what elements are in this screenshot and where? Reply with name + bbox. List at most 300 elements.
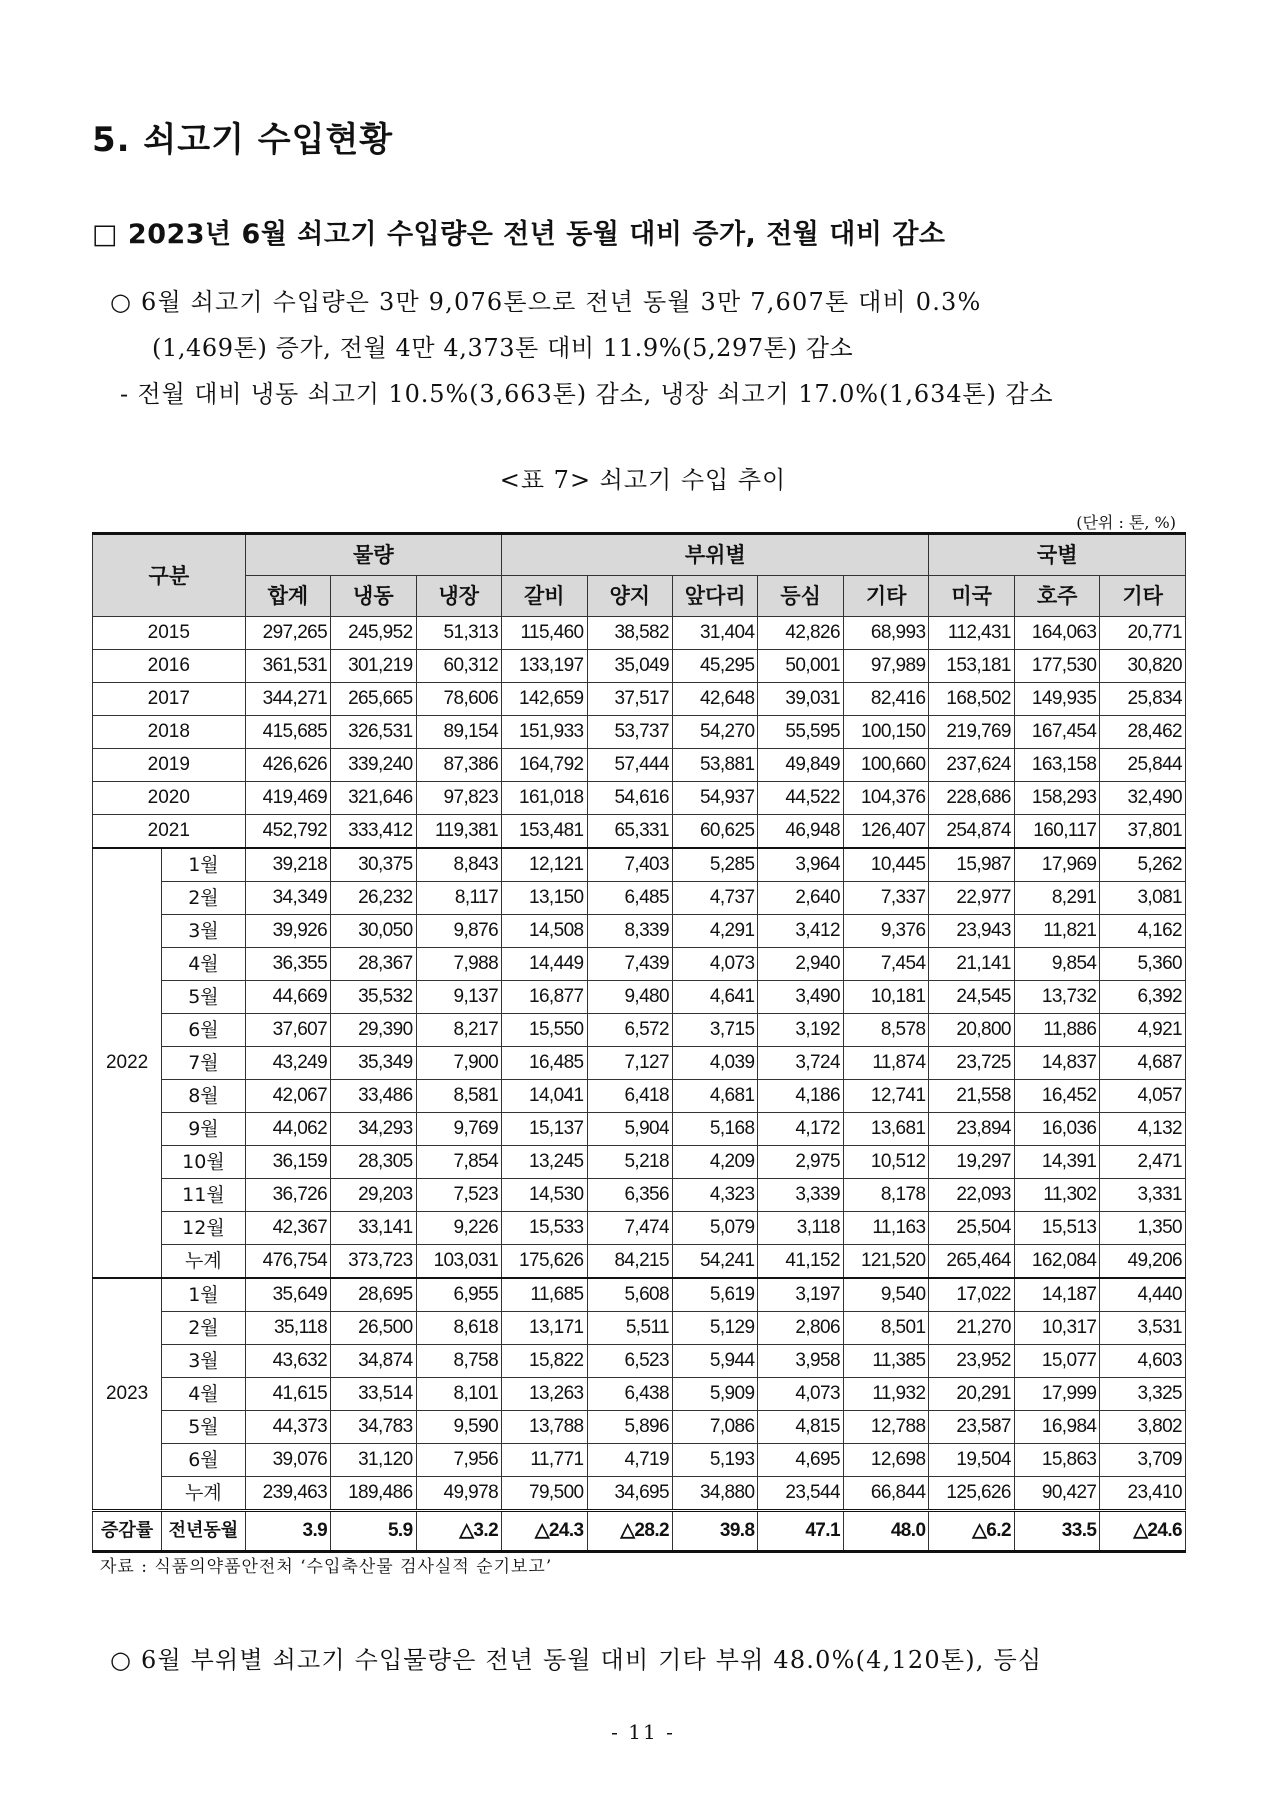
value-cell: 10,317 bbox=[1014, 1312, 1099, 1345]
beef-import-table bbox=[92, 532, 1186, 1553]
table-row bbox=[93, 882, 1186, 915]
row-label: 2020 bbox=[93, 782, 246, 815]
value-cell: 35,118 bbox=[245, 1312, 330, 1345]
month-label: 8월 bbox=[162, 1080, 245, 1113]
value-cell: 15,863 bbox=[1014, 1444, 1099, 1477]
value-cell: 16,036 bbox=[1014, 1113, 1099, 1146]
month-label: 6월 bbox=[162, 1014, 245, 1047]
value-cell: 5,619 bbox=[672, 1278, 757, 1312]
value-cell: 3,724 bbox=[758, 1047, 843, 1080]
paragraph-3: - 전월 대비 냉동 쇠고기 10.5%(3,663톤) 감소, 냉장 쇠고기 17.0%(1,634톤) 감소 bbox=[120, 380, 1054, 408]
table-row bbox=[93, 948, 1186, 981]
value-cell: 126,407 bbox=[843, 815, 929, 849]
value-cell: 239,463 bbox=[245, 1477, 330, 1511]
value-cell: 104,376 bbox=[843, 782, 929, 815]
value-cell: 339,240 bbox=[331, 749, 416, 782]
value-cell: 53,881 bbox=[672, 749, 757, 782]
value-cell: 7,454 bbox=[843, 948, 929, 981]
subheader-cell: 합계 bbox=[245, 576, 330, 617]
value-cell: 13,171 bbox=[502, 1312, 587, 1345]
value-cell: 1,350 bbox=[1100, 1212, 1186, 1245]
row-label: 2015 bbox=[93, 617, 246, 650]
value-cell: 9,769 bbox=[416, 1113, 501, 1146]
table-row bbox=[93, 1179, 1186, 1212]
value-cell: 7,337 bbox=[843, 882, 929, 915]
value-cell: 39,218 bbox=[245, 848, 330, 882]
value-cell: 344,271 bbox=[245, 683, 330, 716]
value-cell: 34,349 bbox=[245, 882, 330, 915]
value-cell: 5,129 bbox=[672, 1312, 757, 1345]
value-cell: 19,297 bbox=[929, 1146, 1014, 1179]
value-cell: 10,445 bbox=[843, 848, 929, 882]
value-cell: 4,440 bbox=[1100, 1278, 1186, 1312]
value-cell: 4,323 bbox=[672, 1179, 757, 1212]
value-cell: 23,410 bbox=[1100, 1477, 1186, 1511]
value-cell: 44,522 bbox=[758, 782, 843, 815]
value-cell: 15,077 bbox=[1014, 1345, 1099, 1378]
value-cell: 25,844 bbox=[1100, 749, 1186, 782]
value-cell: 60,312 bbox=[416, 650, 501, 683]
value-cell: 12,788 bbox=[843, 1411, 929, 1444]
value-cell: 44,062 bbox=[245, 1113, 330, 1146]
value-cell: 33,141 bbox=[331, 1212, 416, 1245]
value-cell: 39,926 bbox=[245, 915, 330, 948]
value-cell: 23,587 bbox=[929, 1411, 1014, 1444]
value-cell: 3,715 bbox=[672, 1014, 757, 1047]
value-cell: 8,581 bbox=[416, 1080, 501, 1113]
value-cell: 4,172 bbox=[758, 1113, 843, 1146]
value-cell: 13,263 bbox=[502, 1378, 587, 1411]
value-cell: 4,641 bbox=[672, 981, 757, 1014]
value-cell: 2,640 bbox=[758, 882, 843, 915]
value-cell: 4,073 bbox=[672, 948, 757, 981]
value-cell: 13,681 bbox=[843, 1113, 929, 1146]
value-cell: 49,849 bbox=[758, 749, 843, 782]
value-cell: 16,485 bbox=[502, 1047, 587, 1080]
value-cell: 42,367 bbox=[245, 1212, 330, 1245]
value-cell: 65,331 bbox=[587, 815, 672, 849]
table-row bbox=[93, 1444, 1186, 1477]
table-row bbox=[93, 1212, 1186, 1245]
month-label: 4월 bbox=[162, 948, 245, 981]
value-cell: 12,741 bbox=[843, 1080, 929, 1113]
value-cell: 35,532 bbox=[331, 981, 416, 1014]
value-cell: 161,018 bbox=[502, 782, 587, 815]
value-cell: 162,084 bbox=[1014, 1245, 1099, 1279]
value-cell: 164,063 bbox=[1014, 617, 1099, 650]
value-cell: 25,834 bbox=[1100, 683, 1186, 716]
value-cell: 28,367 bbox=[331, 948, 416, 981]
value-cell: 297,265 bbox=[245, 617, 330, 650]
value-cell: 66,844 bbox=[843, 1477, 929, 1511]
value-cell: 15,533 bbox=[502, 1212, 587, 1245]
value-cell: 12,121 bbox=[502, 848, 587, 882]
value-cell: 2,471 bbox=[1100, 1146, 1186, 1179]
value-cell: 15,513 bbox=[1014, 1212, 1099, 1245]
month-label: 3월 bbox=[162, 1345, 245, 1378]
value-cell: 13,150 bbox=[502, 882, 587, 915]
value-cell: 3,197 bbox=[758, 1278, 843, 1312]
value-cell: 54,937 bbox=[672, 782, 757, 815]
section-heading: 5. 쇠고기 수입현황 bbox=[92, 120, 394, 160]
table-row bbox=[93, 716, 1186, 749]
value-cell: 31,404 bbox=[672, 617, 757, 650]
subheader-cell: 호주 bbox=[1014, 576, 1099, 617]
value-cell: 100,150 bbox=[843, 716, 929, 749]
value-cell: 5,608 bbox=[587, 1278, 672, 1312]
value-cell: 9,540 bbox=[843, 1278, 929, 1312]
month-label: 7월 bbox=[162, 1047, 245, 1080]
table-row bbox=[93, 683, 1186, 716]
table-row bbox=[93, 1047, 1186, 1080]
value-cell: 149,935 bbox=[1014, 683, 1099, 716]
table-row bbox=[93, 815, 1186, 849]
value-cell: 4,737 bbox=[672, 882, 757, 915]
value-cell: 4,057 bbox=[1100, 1080, 1186, 1113]
value-cell: 26,500 bbox=[331, 1312, 416, 1345]
value-cell: 6,572 bbox=[587, 1014, 672, 1047]
value-cell: 32,490 bbox=[1100, 782, 1186, 815]
value-cell: 21,558 bbox=[929, 1080, 1014, 1113]
value-cell: 19,504 bbox=[929, 1444, 1014, 1477]
value-cell: 41,615 bbox=[245, 1378, 330, 1411]
value-cell: 53,737 bbox=[587, 716, 672, 749]
row-label: 2018 bbox=[93, 716, 246, 749]
change-rate-label: 증감률 bbox=[93, 1511, 162, 1552]
value-cell: 34,695 bbox=[587, 1477, 672, 1511]
month-label: 11월 bbox=[162, 1179, 245, 1212]
table-caption: <표 7> 쇠고기 수입 추이 bbox=[499, 466, 787, 494]
value-cell: 24,545 bbox=[929, 981, 1014, 1014]
row-label: 2017 bbox=[93, 683, 246, 716]
value-cell: 16,984 bbox=[1014, 1411, 1099, 1444]
value-cell: 54,616 bbox=[587, 782, 672, 815]
value-cell: 17,999 bbox=[1014, 1378, 1099, 1411]
value-cell: 245,952 bbox=[331, 617, 416, 650]
value-cell: 100,660 bbox=[843, 749, 929, 782]
value-cell: 42,648 bbox=[672, 683, 757, 716]
value-cell: 265,464 bbox=[929, 1245, 1014, 1279]
value-cell: 15,987 bbox=[929, 848, 1014, 882]
value-cell: 10,512 bbox=[843, 1146, 929, 1179]
value-cell: △24.6 bbox=[1100, 1511, 1186, 1552]
value-cell: 23,725 bbox=[929, 1047, 1014, 1080]
value-cell: 237,624 bbox=[929, 749, 1014, 782]
value-cell: 34,880 bbox=[672, 1477, 757, 1511]
value-cell: 54,241 bbox=[672, 1245, 757, 1279]
value-cell: 14,391 bbox=[1014, 1146, 1099, 1179]
value-cell: 26,232 bbox=[331, 882, 416, 915]
value-cell: 87,386 bbox=[416, 749, 501, 782]
value-cell: 28,462 bbox=[1100, 716, 1186, 749]
value-cell: 41,152 bbox=[758, 1245, 843, 1279]
value-cell: 37,801 bbox=[1100, 815, 1186, 849]
value-cell: 33,486 bbox=[331, 1080, 416, 1113]
value-cell: 7,403 bbox=[587, 848, 672, 882]
subheader-cell: 앞다리 bbox=[672, 576, 757, 617]
value-cell: 5,262 bbox=[1100, 848, 1186, 882]
value-cell: 21,141 bbox=[929, 948, 1014, 981]
table-row bbox=[93, 1345, 1186, 1378]
value-cell: 8,578 bbox=[843, 1014, 929, 1047]
value-cell: 4,162 bbox=[1100, 915, 1186, 948]
month-label: 누계 bbox=[162, 1245, 245, 1279]
value-cell: 426,626 bbox=[245, 749, 330, 782]
month-label: 12월 bbox=[162, 1212, 245, 1245]
value-cell: 28,305 bbox=[331, 1146, 416, 1179]
value-cell: 45,295 bbox=[672, 650, 757, 683]
value-cell: 7,854 bbox=[416, 1146, 501, 1179]
header-volume: 물량 bbox=[245, 534, 501, 576]
value-cell: 3.9 bbox=[245, 1511, 330, 1552]
value-cell: 50,001 bbox=[758, 650, 843, 683]
value-cell: 4,039 bbox=[672, 1047, 757, 1080]
subheader-cell: 등심 bbox=[758, 576, 843, 617]
value-cell: 3,490 bbox=[758, 981, 843, 1014]
value-cell: 55,595 bbox=[758, 716, 843, 749]
value-cell: 36,355 bbox=[245, 948, 330, 981]
value-cell: 160,117 bbox=[1014, 815, 1099, 849]
value-cell: 7,127 bbox=[587, 1047, 672, 1080]
value-cell: 14,837 bbox=[1014, 1047, 1099, 1080]
value-cell: 151,933 bbox=[502, 716, 587, 749]
value-cell: 11,874 bbox=[843, 1047, 929, 1080]
value-cell: 9,876 bbox=[416, 915, 501, 948]
value-cell: 6,955 bbox=[416, 1278, 501, 1312]
value-cell: 5,511 bbox=[587, 1312, 672, 1345]
month-label: 5월 bbox=[162, 981, 245, 1014]
value-cell: 476,754 bbox=[245, 1245, 330, 1279]
year-label: 2022 bbox=[93, 848, 162, 1278]
value-cell: 4,603 bbox=[1100, 1345, 1186, 1378]
value-cell: 47.1 bbox=[758, 1511, 843, 1552]
value-cell: 14,508 bbox=[502, 915, 587, 948]
value-cell: 158,293 bbox=[1014, 782, 1099, 815]
subheader-cell: 냉장 bbox=[416, 576, 501, 617]
value-cell: 17,022 bbox=[929, 1278, 1014, 1312]
value-cell: 4,921 bbox=[1100, 1014, 1186, 1047]
value-cell: 415,685 bbox=[245, 716, 330, 749]
month-label: 10월 bbox=[162, 1146, 245, 1179]
value-cell: 11,821 bbox=[1014, 915, 1099, 948]
row-label: 2019 bbox=[93, 749, 246, 782]
value-cell: 301,219 bbox=[331, 650, 416, 683]
table-row bbox=[93, 617, 1186, 650]
value-cell: 42,067 bbox=[245, 1080, 330, 1113]
value-cell: 20,291 bbox=[929, 1378, 1014, 1411]
value-cell: 17,969 bbox=[1014, 848, 1099, 882]
value-cell: 9,137 bbox=[416, 981, 501, 1014]
value-cell: 12,698 bbox=[843, 1444, 929, 1477]
value-cell: 15,822 bbox=[502, 1345, 587, 1378]
value-cell: 326,531 bbox=[331, 716, 416, 749]
value-cell: 4,291 bbox=[672, 915, 757, 948]
value-cell: 115,460 bbox=[502, 617, 587, 650]
value-cell: 153,481 bbox=[502, 815, 587, 849]
value-cell: 7,988 bbox=[416, 948, 501, 981]
table-source: 자료 : 식품의약품안전처 ‘수입축산물 검사실적 순기보고’ bbox=[100, 1557, 553, 1577]
value-cell: 13,732 bbox=[1014, 981, 1099, 1014]
value-cell: 189,486 bbox=[331, 1477, 416, 1511]
value-cell: 8,758 bbox=[416, 1345, 501, 1378]
value-cell: 36,726 bbox=[245, 1179, 330, 1212]
table-row bbox=[93, 749, 1186, 782]
value-cell: 28,695 bbox=[331, 1278, 416, 1312]
table-row bbox=[93, 650, 1186, 683]
value-cell: 6,356 bbox=[587, 1179, 672, 1212]
value-cell: 5,360 bbox=[1100, 948, 1186, 981]
value-cell: 5.9 bbox=[331, 1511, 416, 1552]
value-cell: 4,719 bbox=[587, 1444, 672, 1477]
value-cell: 142,659 bbox=[502, 683, 587, 716]
value-cell: 43,632 bbox=[245, 1345, 330, 1378]
value-cell: 5,168 bbox=[672, 1113, 757, 1146]
value-cell: 5,079 bbox=[672, 1212, 757, 1245]
value-cell: 452,792 bbox=[245, 815, 330, 849]
value-cell: 39,076 bbox=[245, 1444, 330, 1477]
month-label: 9월 bbox=[162, 1113, 245, 1146]
value-cell: 16,877 bbox=[502, 981, 587, 1014]
value-cell: 7,900 bbox=[416, 1047, 501, 1080]
value-cell: 31,120 bbox=[331, 1444, 416, 1477]
value-cell: 4,132 bbox=[1100, 1113, 1186, 1146]
month-label: 5월 bbox=[162, 1411, 245, 1444]
month-label: 3월 bbox=[162, 915, 245, 948]
value-cell: 90,427 bbox=[1014, 1477, 1099, 1511]
value-cell: 7,086 bbox=[672, 1411, 757, 1444]
value-cell: 68,993 bbox=[843, 617, 929, 650]
value-cell: 6,392 bbox=[1100, 981, 1186, 1014]
value-cell: 6,418 bbox=[587, 1080, 672, 1113]
value-cell: 23,894 bbox=[929, 1113, 1014, 1146]
table-row bbox=[93, 1014, 1186, 1047]
value-cell: 30,375 bbox=[331, 848, 416, 882]
table-row bbox=[93, 1245, 1186, 1279]
value-cell: 23,943 bbox=[929, 915, 1014, 948]
value-cell: 8,101 bbox=[416, 1378, 501, 1411]
value-cell: 5,285 bbox=[672, 848, 757, 882]
value-cell: 35,049 bbox=[587, 650, 672, 683]
value-cell: 333,412 bbox=[331, 815, 416, 849]
value-cell: 3,192 bbox=[758, 1014, 843, 1047]
change-rate-basis: 전년동월 bbox=[162, 1511, 245, 1552]
value-cell: 20,771 bbox=[1100, 617, 1186, 650]
value-cell: 38,582 bbox=[587, 617, 672, 650]
summary-heading: □ 2023년 6월 쇠고기 수입량은 전년 동월 대비 증가, 전월 대비 감소 bbox=[92, 219, 946, 250]
value-cell: 97,823 bbox=[416, 782, 501, 815]
value-cell: 15,137 bbox=[502, 1113, 587, 1146]
value-cell: 30,050 bbox=[331, 915, 416, 948]
value-cell: 321,646 bbox=[331, 782, 416, 815]
value-cell: 7,474 bbox=[587, 1212, 672, 1245]
value-cell: 3,325 bbox=[1100, 1378, 1186, 1411]
value-cell: 419,469 bbox=[245, 782, 330, 815]
value-cell: 4,815 bbox=[758, 1411, 843, 1444]
value-cell: 4,209 bbox=[672, 1146, 757, 1179]
value-cell: 30,820 bbox=[1100, 650, 1186, 683]
value-cell: 79,500 bbox=[502, 1477, 587, 1511]
value-cell: 4,073 bbox=[758, 1378, 843, 1411]
value-cell: 10,181 bbox=[843, 981, 929, 1014]
value-cell: 164,792 bbox=[502, 749, 587, 782]
value-cell: △3.2 bbox=[416, 1511, 501, 1552]
value-cell: 57,444 bbox=[587, 749, 672, 782]
table-row bbox=[93, 1080, 1186, 1113]
value-cell: 103,031 bbox=[416, 1245, 501, 1279]
subheader-row bbox=[93, 576, 1186, 617]
value-cell: 14,449 bbox=[502, 948, 587, 981]
value-cell: 34,783 bbox=[331, 1411, 416, 1444]
value-cell: 112,431 bbox=[929, 617, 1014, 650]
value-cell: 33,514 bbox=[331, 1378, 416, 1411]
value-cell: 14,041 bbox=[502, 1080, 587, 1113]
value-cell: 121,520 bbox=[843, 1245, 929, 1279]
value-cell: 2,806 bbox=[758, 1312, 843, 1345]
value-cell: 8,217 bbox=[416, 1014, 501, 1047]
value-cell: 175,626 bbox=[502, 1245, 587, 1279]
value-cell: 4,681 bbox=[672, 1080, 757, 1113]
value-cell: 3,331 bbox=[1100, 1179, 1186, 1212]
value-cell: 8,843 bbox=[416, 848, 501, 882]
subheader-cell: 냉동 bbox=[331, 576, 416, 617]
header-cut: 부위별 bbox=[502, 534, 929, 576]
value-cell: 48.0 bbox=[843, 1511, 929, 1552]
value-cell: 8,501 bbox=[843, 1312, 929, 1345]
table-row bbox=[93, 1477, 1186, 1511]
value-cell: 11,302 bbox=[1014, 1179, 1099, 1212]
value-cell: 9,226 bbox=[416, 1212, 501, 1245]
value-cell: 6,485 bbox=[587, 882, 672, 915]
value-cell: 3,964 bbox=[758, 848, 843, 882]
value-cell: 219,769 bbox=[929, 716, 1014, 749]
value-cell: 78,606 bbox=[416, 683, 501, 716]
value-cell: 163,158 bbox=[1014, 749, 1099, 782]
value-cell: 11,685 bbox=[502, 1278, 587, 1312]
value-cell: 44,373 bbox=[245, 1411, 330, 1444]
page-number: - 11 - bbox=[611, 1720, 675, 1744]
value-cell: 8,618 bbox=[416, 1312, 501, 1345]
table-header bbox=[93, 534, 1186, 617]
year-label: 2023 bbox=[93, 1278, 162, 1511]
month-label: 누계 bbox=[162, 1477, 245, 1511]
value-cell: △28.2 bbox=[587, 1511, 672, 1552]
table-row bbox=[93, 848, 1186, 882]
value-cell: 34,874 bbox=[331, 1345, 416, 1378]
value-cell: 33.5 bbox=[1014, 1511, 1099, 1552]
value-cell: 5,193 bbox=[672, 1444, 757, 1477]
value-cell: 29,390 bbox=[331, 1014, 416, 1047]
value-cell: 4,687 bbox=[1100, 1047, 1186, 1080]
value-cell: 168,502 bbox=[929, 683, 1014, 716]
value-cell: 49,978 bbox=[416, 1477, 501, 1511]
value-cell: 2,975 bbox=[758, 1146, 843, 1179]
table-row bbox=[93, 1278, 1186, 1312]
value-cell: 8,178 bbox=[843, 1179, 929, 1212]
value-cell: 5,218 bbox=[587, 1146, 672, 1179]
value-cell: 3,958 bbox=[758, 1345, 843, 1378]
header-country: 국별 bbox=[929, 534, 1186, 576]
value-cell: 13,245 bbox=[502, 1146, 587, 1179]
value-cell: 361,531 bbox=[245, 650, 330, 683]
value-cell: 3,118 bbox=[758, 1212, 843, 1245]
value-cell: 37,607 bbox=[245, 1014, 330, 1047]
value-cell: 4,695 bbox=[758, 1444, 843, 1477]
value-cell: 4,186 bbox=[758, 1080, 843, 1113]
value-cell: 16,452 bbox=[1014, 1080, 1099, 1113]
value-cell: 2,940 bbox=[758, 948, 843, 981]
value-cell: 97,989 bbox=[843, 650, 929, 683]
value-cell: 9,854 bbox=[1014, 948, 1099, 981]
